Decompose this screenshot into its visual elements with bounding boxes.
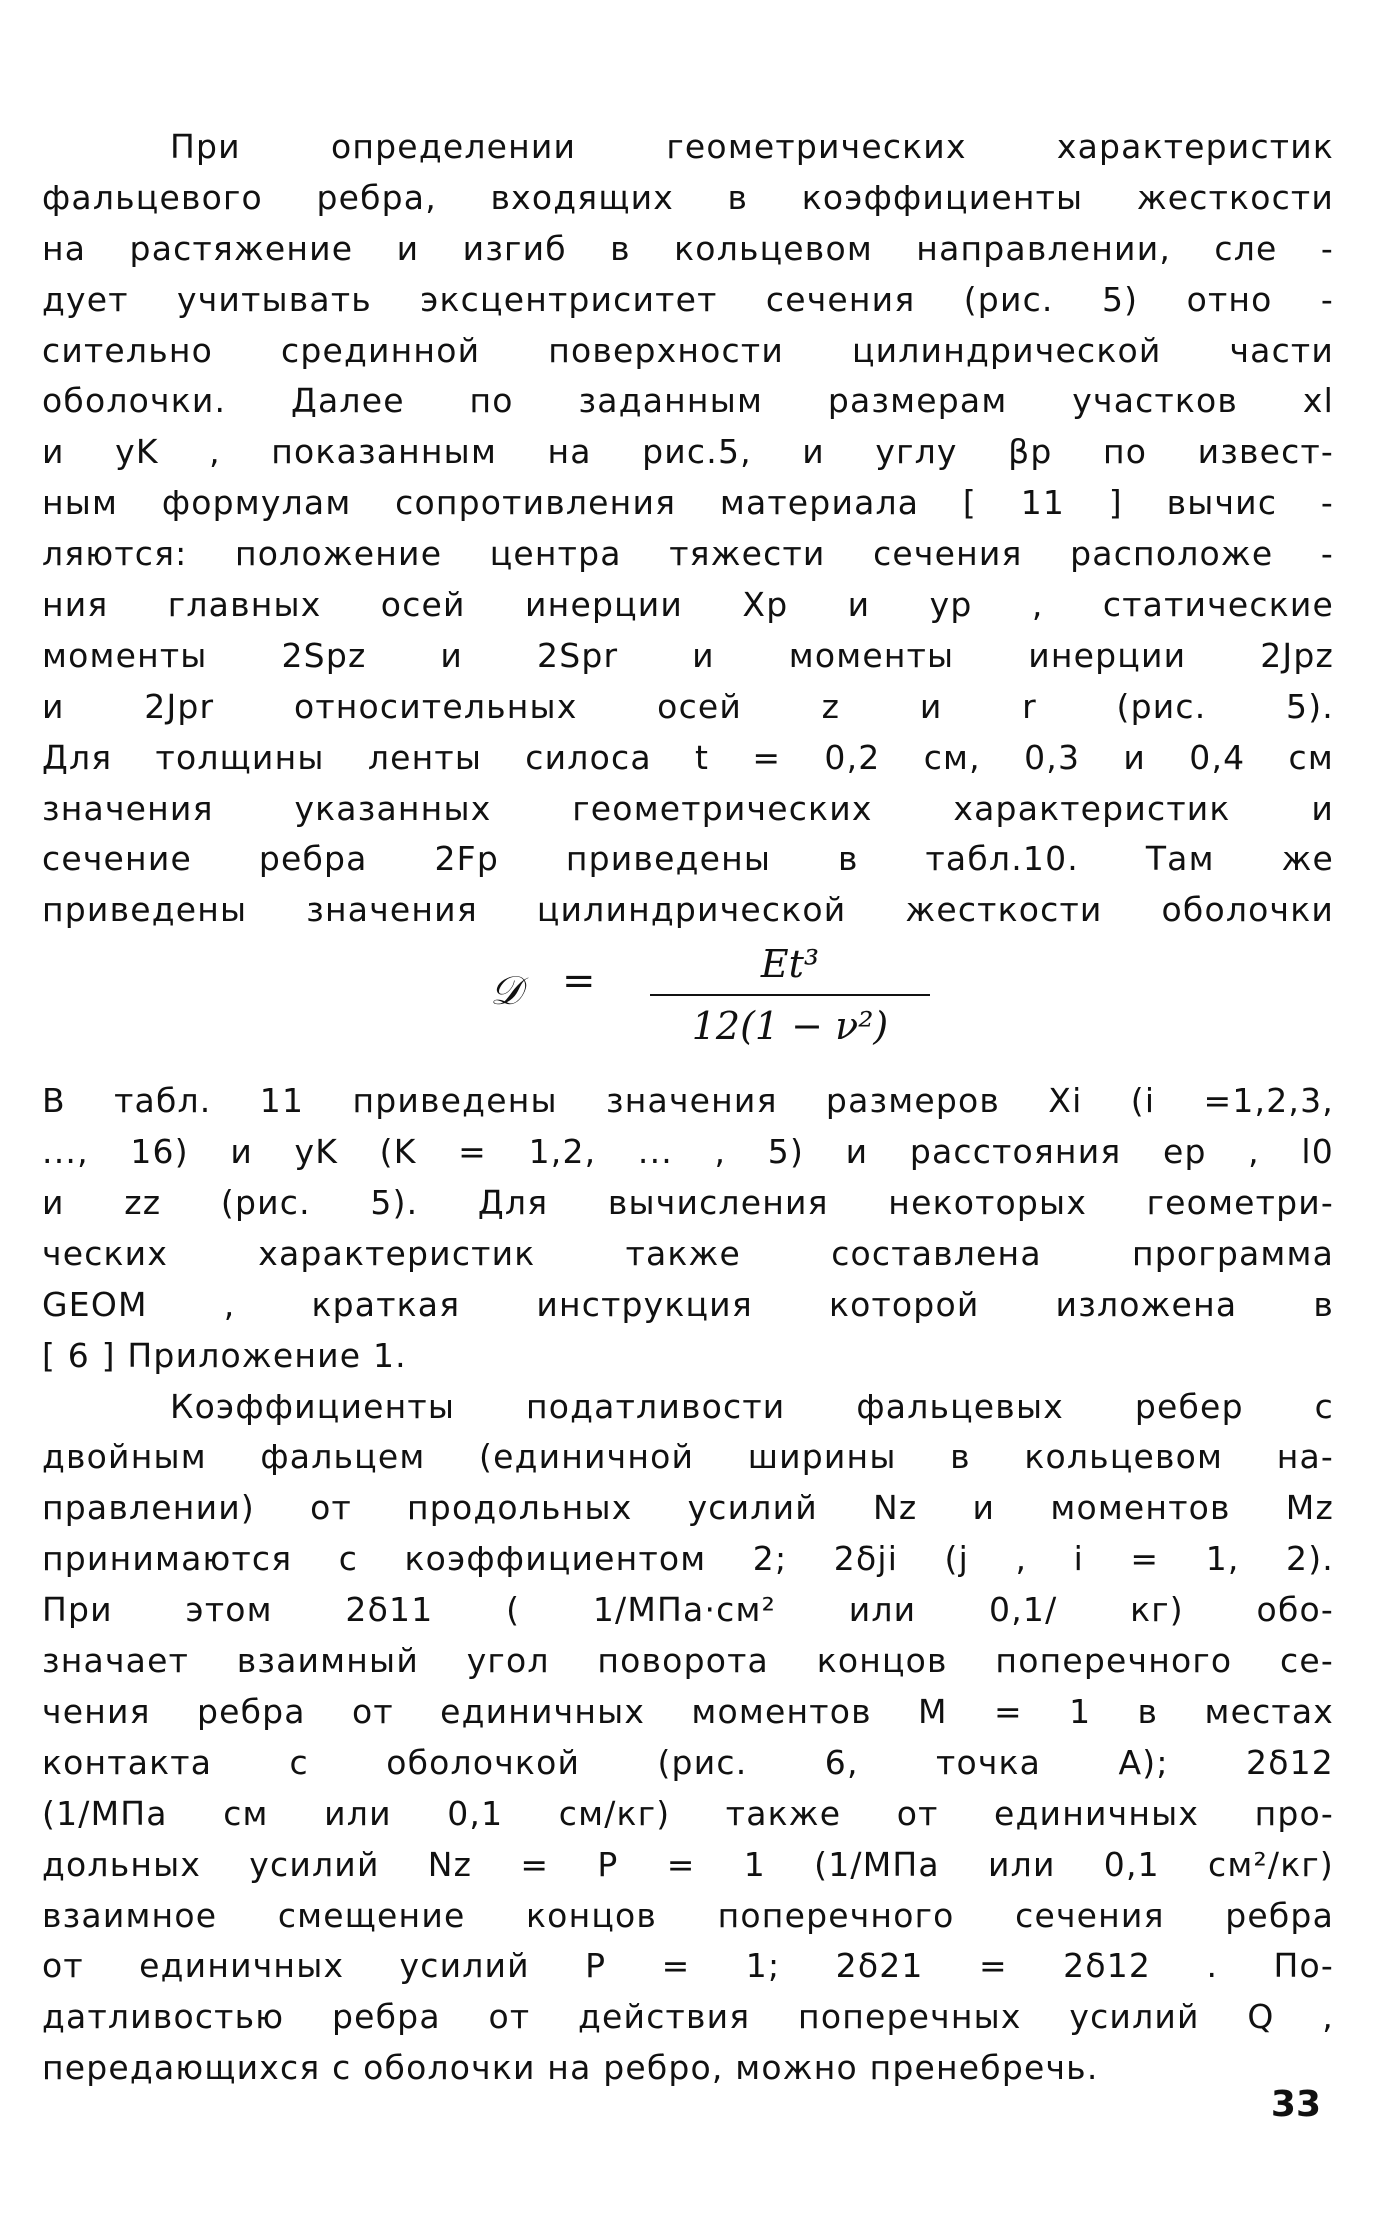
formula-lhs: 𝒟 <box>490 968 522 1015</box>
text-line: ..., 16) и yK (K = 1,2, ... , 5) и расстояния ep , l0 <box>42 1132 1334 1172</box>
text-line: и 2Jpr относительных осей z и r (рис. 5). <box>42 686 1334 726</box>
rigidity-formula <box>42 936 1334 1076</box>
paragraph-3 <box>42 1382 1334 2094</box>
text-line: взаимное смещение концов поперечного сечения ребра <box>42 1895 1334 1935</box>
text-line: дует учитывать эксцентриситет сечения (рис. 5) отно - <box>42 279 1334 319</box>
text-line: фальцевого ребра, входящих в коэффициенты жесткости <box>42 177 1334 217</box>
text-line: (1/МПа см или 0,1 см/кг) также от единичных про- <box>42 1793 1334 1833</box>
formula-denominator: 12(1 − ν²) <box>691 1004 889 1049</box>
document-body <box>42 122 1334 2094</box>
text-line: контакта с оболочкой (рис. 6, точка A); 2δ12 <box>42 1742 1334 1782</box>
text-line: приведены значения цилиндрической жесткости оболочки <box>42 890 1334 930</box>
text-line: оболочки. Далее по заданным размерам участков xl <box>42 381 1334 421</box>
text-line: правлении) от продольных усилий Nz и моментов Mz <box>42 1488 1334 1528</box>
formula-equals: = <box>562 958 596 1005</box>
text-line: и zz (рис. 5). Для вычисления некоторых геометри- <box>42 1183 1334 1223</box>
text-line: ческих характеристик также составлена программа <box>42 1233 1334 1273</box>
text-line: передающихся с оболочки на ребро, можно пренебречь. <box>42 2048 1099 2088</box>
text-line: от единичных усилий P = 1; 2δ21 = 2δ12 . По- <box>42 1946 1334 1986</box>
text-line: ляются: положение центра тяжести сечения расположе - <box>42 534 1334 574</box>
text-line: значает взаимный угол поворота концов поперечного се- <box>42 1641 1334 1681</box>
text-line: GEOM , краткая инструкция которой изложена в <box>42 1284 1334 1324</box>
text-line: Для толщины ленты силоса t = 0,2 см, 0,3 и 0,4 см <box>42 737 1334 777</box>
text-line: При этом 2δ11 ( 1/МПа·см² или 0,1/ кг) обо- <box>42 1590 1334 1630</box>
text-line: В табл. 11 приведены значения размеров Xi (i =1,2,3, <box>42 1081 1334 1121</box>
text-line: принимаются с коэффициентом 2; 2δji (j , i = 1, 2). <box>42 1539 1334 1579</box>
text-line: ния главных осей инерции Xp и yp , статические <box>42 585 1334 625</box>
text-line: дольных усилий Nz = P = 1 (1/МПа или 0,1 см²/кг) <box>42 1844 1334 1884</box>
paragraph-1 <box>42 122 1334 936</box>
text-line: двойным фальцем (единичной ширины в кольцевом на- <box>42 1437 1334 1477</box>
fraction-bar <box>650 994 930 996</box>
page-number: 33 <box>1270 2084 1321 2125</box>
formula-numerator: Et³ <box>760 942 820 987</box>
text-line: моменты 2Spz и 2Spr и моменты инерции 2Jpz <box>42 635 1334 675</box>
text-line: [ 6 ] Приложение 1. <box>42 1335 407 1375</box>
text-line: на растяжение и изгиб в кольцевом направлении, сле - <box>42 228 1334 268</box>
formula-fraction <box>650 936 930 1054</box>
text-line: Коэффициенты податливости фальцевых ребер с <box>170 1386 1334 1426</box>
text-line: чения ребра от единичных моментов M = 1 в местах <box>42 1691 1334 1731</box>
text-line: значения указанных геометрических характеристик и <box>42 788 1334 828</box>
text-line: ным формулам сопротивления материала [ 11 ] вычис - <box>42 483 1334 523</box>
text-line: датливостью ребра от действия поперечных усилий Q , <box>42 1997 1334 2037</box>
paragraph-2 <box>42 1076 1334 1381</box>
text-line: При определении геометрических характеристик <box>170 127 1334 166</box>
text-line: сечение ребра 2Fp приведены в табл.10. Там же <box>42 839 1334 879</box>
text-line: и yK , показанным на рис.5, и углу βp по извест- <box>42 432 1334 472</box>
text-line: сительно срединной поверхности цилиндрической части <box>42 330 1334 370</box>
